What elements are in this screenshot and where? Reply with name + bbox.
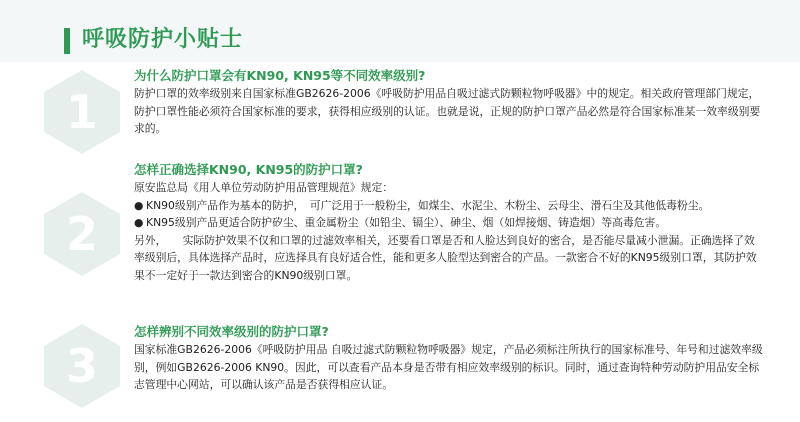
bullet-text: KN90级别产品作为基本的防护， 可广泛用于一般粉尘，如煤尘、水泥尘、木粉尘、云母尘、滑石尘及其他低毒粉尘。: [146, 198, 710, 212]
hexagon-number-icon: [38, 322, 126, 410]
title-accent-bar: [64, 28, 70, 54]
section-2-number-badge: [38, 190, 126, 278]
section-2: [134, 160, 764, 284]
page-title: 呼吸防护小贴士: [82, 27, 244, 52]
section-1-number: 1: [65, 85, 99, 139]
section-2-extra: 另外， 实际防护效果不仅和口罩的过滤效率相关，还要看口罩是否和人脸达到良好的密合，是否能尽量减小泄漏。正确选择了效率级别后，具体选择产品时，应选择具有良好适合性，能和更多人脸型达到密合的产品。一款密合不好的KN95级别口罩，其防护效果不一定好于一款达到密合的KN90级别口罩。: [134, 233, 757, 282]
bullet-text: KN95级别产品更适合防护矽尘、重金属粉尘（如铅尘、镉尘）、砷尘、烟（如焊接烟、铸造烟）等高毒危害。: [146, 216, 667, 229]
bullet-icon: ●: [134, 216, 144, 229]
hexagon-number-icon: [38, 68, 126, 156]
section-3: [134, 322, 764, 394]
section-3-body: 国家标准GB2626-2006《呼吸防护用品 自吸过滤式防颗粒物呼吸器》规定，产品必须标注所执行的国家标准号、年号和过滤效率级别，例如GB2626-2006 KN90。因此，可以查看产品本身是否带有相应效率级别的标识。同时，通过查询特种劳动防护用品安全标志管理中心网站，可以确认该产品是否获得相应认证。: [134, 343, 763, 391]
section-1-question: 为什么防护口罩会有KN90, KN95等不同效率级别?: [134, 68, 426, 83]
section-1: [134, 66, 764, 138]
hexagon-number-icon: [38, 190, 126, 278]
section-1-number-badge: [38, 68, 126, 156]
bullet-icon: ●: [134, 198, 144, 212]
section-2-number: 2: [65, 207, 99, 261]
section-3-question: 怎样辨别不同效率级别的防护口罩?: [134, 324, 329, 339]
section-1-body: 防护口罩的效率级别来自国家标准GB2626-2006《呼吸防护用品自吸过滤式防颗粒物呼吸器》中的规定。相关政府管理部门规定，防护口罩性能必须符合国家标准的要求，获得相应级别的认证。也就是说，正规的防护口罩产品必然是符合国家标准某一效率级别要求的。: [134, 87, 761, 135]
section-3-number: 3: [65, 339, 99, 393]
section-3-number-badge: [38, 322, 126, 410]
section-2-bullet-1: [134, 197, 764, 215]
section-2-intro: 原安监总局《用人单位劳动防护用品管理规范》规定：: [134, 181, 394, 194]
section-2-bullet-2: [134, 214, 764, 232]
section-2-question: 怎样正确选择KN90, KN95的防护口罩?: [134, 162, 363, 177]
